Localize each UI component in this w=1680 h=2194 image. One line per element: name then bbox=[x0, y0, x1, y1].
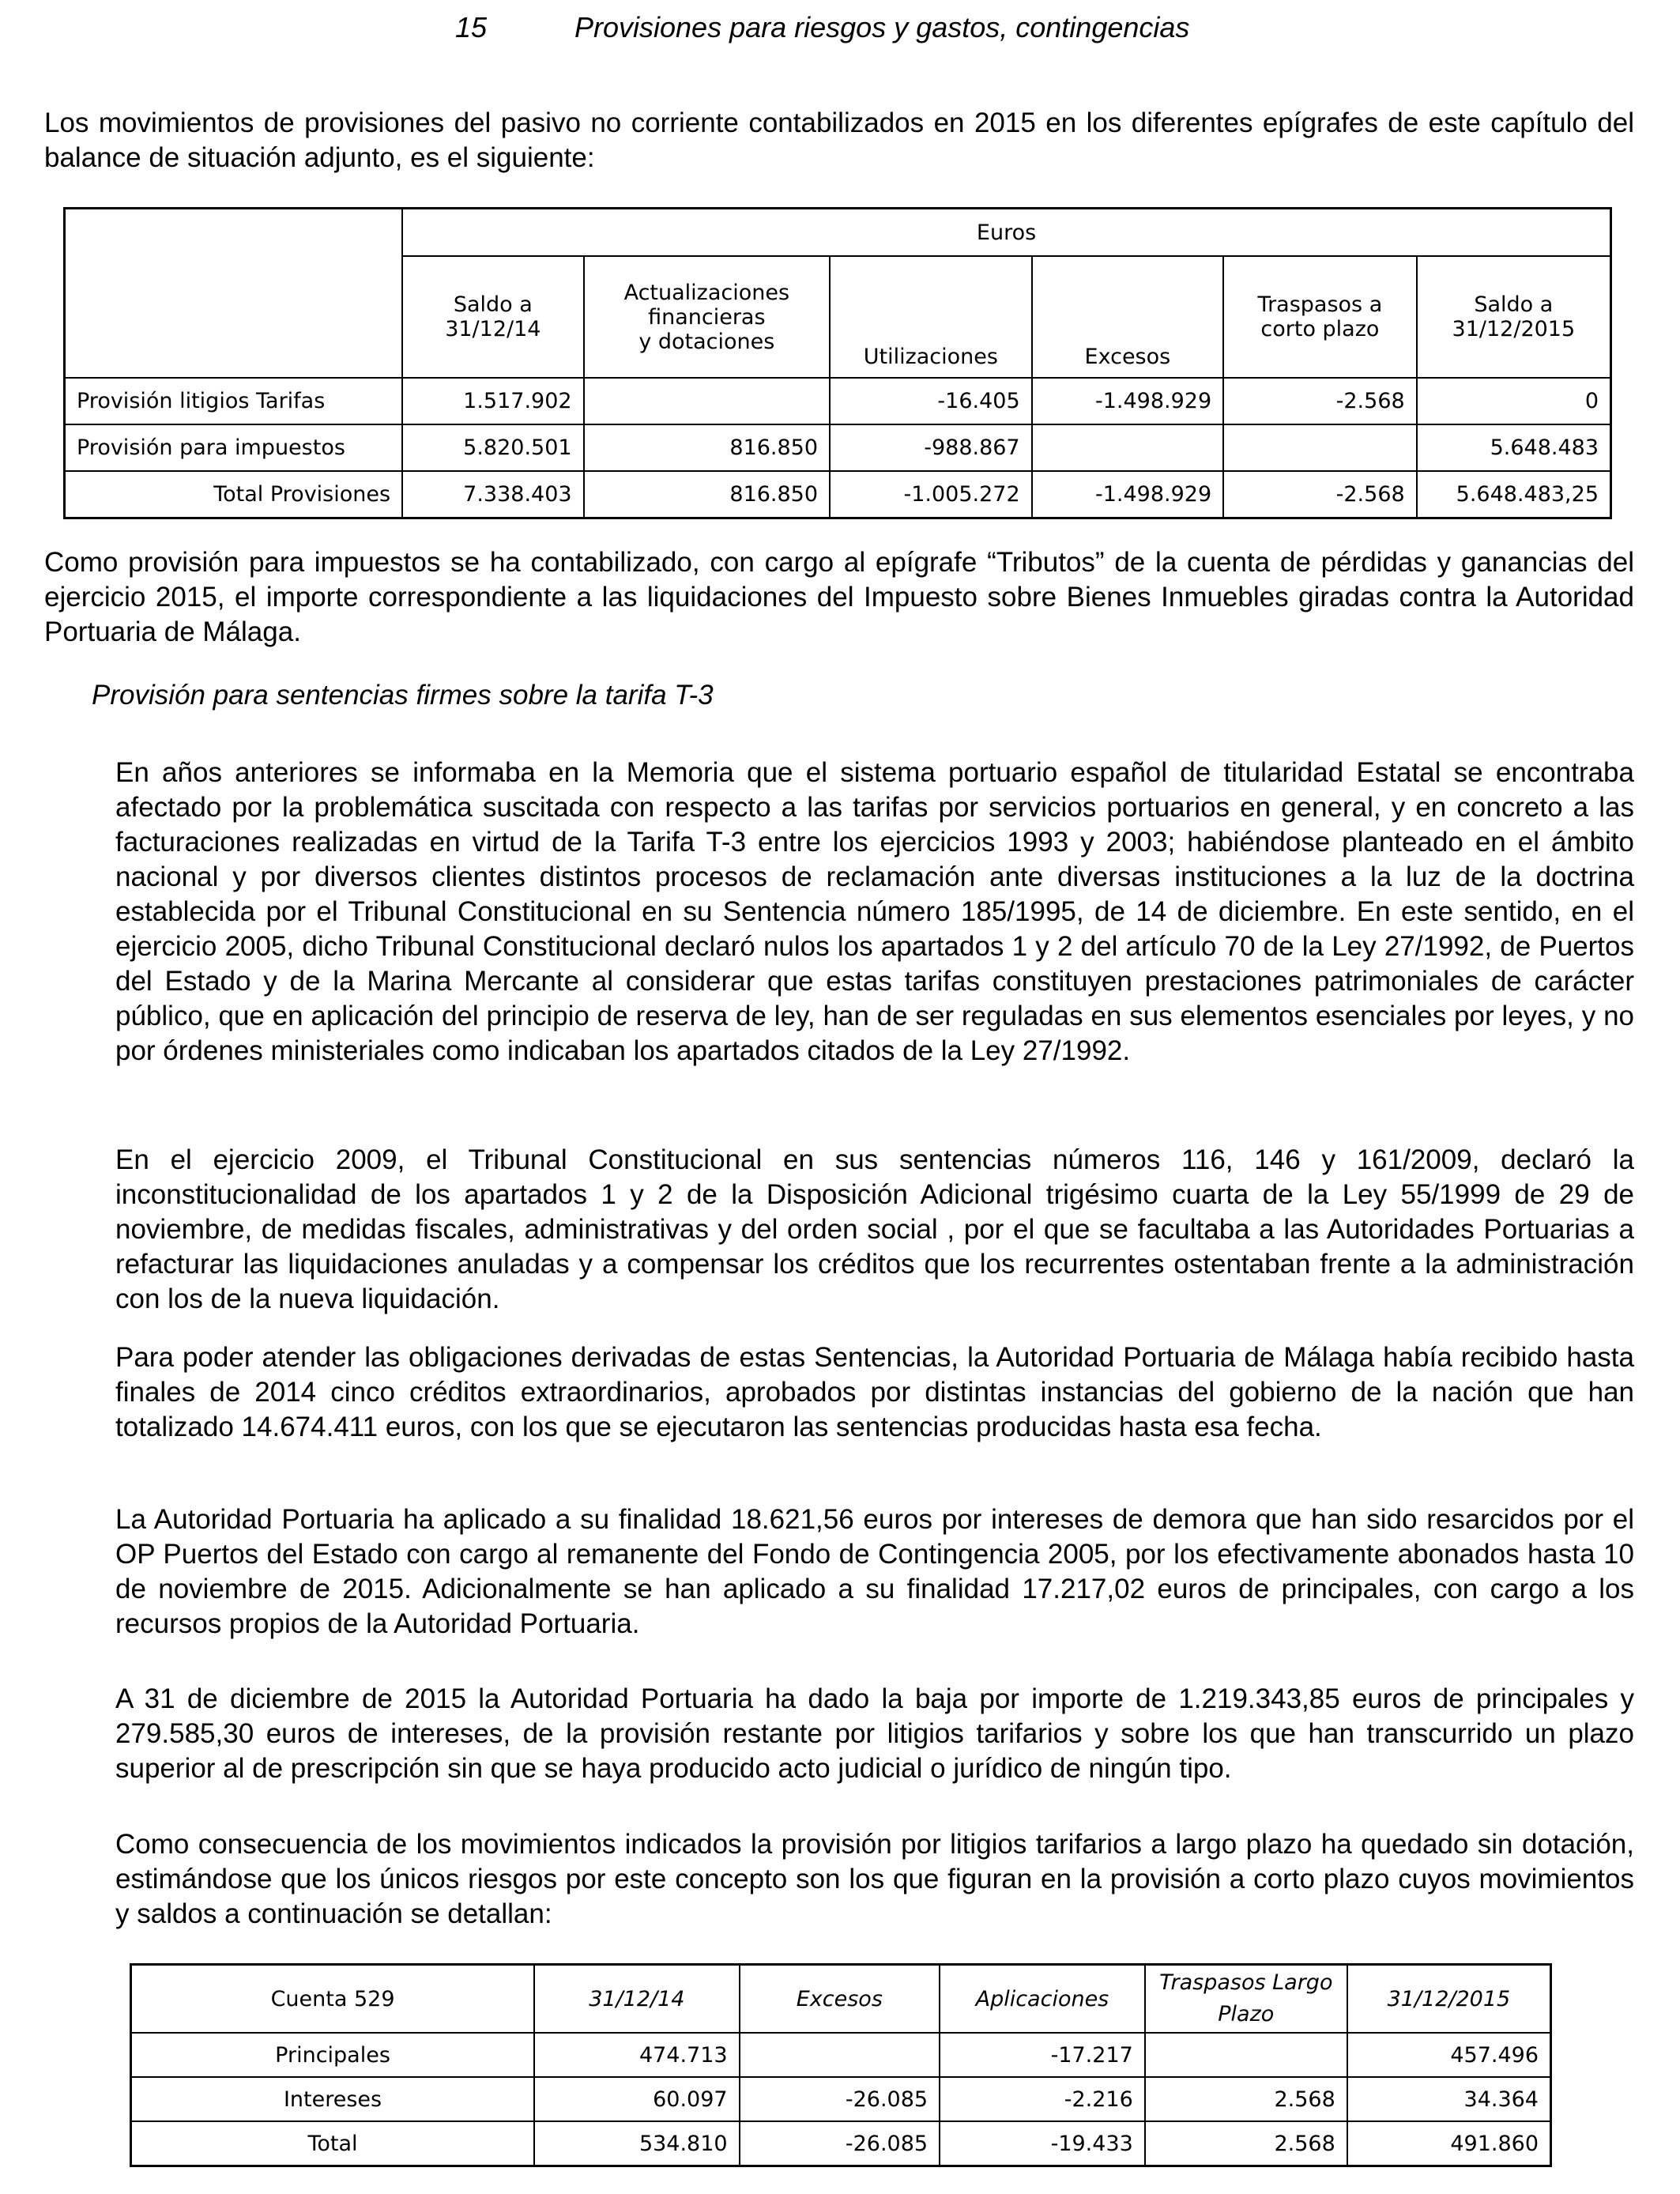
table-cell: 491.860 bbox=[1347, 2121, 1551, 2166]
table-cell: -1.005.272 bbox=[830, 471, 1032, 518]
table1-corner-cell-lower bbox=[65, 256, 403, 378]
page-header bbox=[0, 6, 1680, 54]
col-header-traspasos: Traspasos Largo Plazo bbox=[1145, 1965, 1347, 2034]
table-cell: 34.364 bbox=[1347, 2077, 1551, 2121]
col-header-saldo-final: Saldo a 31/12/2015 bbox=[1417, 256, 1611, 378]
row-label: Total Provisiones bbox=[65, 471, 403, 518]
table-cell: -26.085 bbox=[740, 2121, 940, 2166]
row-label: Provisión para impuestos bbox=[65, 424, 403, 471]
table-cell: -988.867 bbox=[830, 424, 1032, 471]
table-cell: 474.713 bbox=[534, 2033, 740, 2077]
col-header-actualizaciones: Actualizaciones financieras y dotaciones bbox=[584, 256, 830, 378]
table-cell: 1.517.902 bbox=[402, 378, 584, 424]
row-label: Total bbox=[131, 2121, 535, 2166]
body-paragraph: A 31 de diciembre de 2015 la Autoridad Portuaria ha dado la baja por importe de 1.219.343,85 euros de principales y 279.585,30 euros de intereses, de la provisión restante por litigios tarifarios y sobre los que han transcurrido un plazo superior al de prescripción sin que se haya producido acto judicial o jurídico de ningún tipo. bbox=[115, 1683, 1634, 1784]
body-paragraph: Como consecuencia de los movimientos indicados la provisión por litigios tarifarios a largo plazo ha quedado sin dotación, estimándose que los únicos riesgos por este concepto son los que figuran en la provisión a corto plazo cuyos movimientos y saldos a continuación se detallan: bbox=[115, 1829, 1634, 1929]
col-header-saldo-inicial: Saldo a 31/12/14 bbox=[402, 256, 584, 378]
currency-header: Euros bbox=[402, 209, 1610, 257]
table-cell: -16.405 bbox=[830, 378, 1032, 424]
short-term-provision-table bbox=[130, 1963, 1552, 2167]
table-cell bbox=[1032, 424, 1224, 471]
row-label: Provisión litigios Tarifas bbox=[65, 378, 403, 424]
intro-paragraph: Los movimientos de provisiones del pasivo no corriente contabilizados en 2015 en los diferentes epígrafes de este capítulo del balance de situación adjunto, es el siguiente: bbox=[44, 107, 1634, 173]
table-cell: 60.097 bbox=[534, 2077, 740, 2121]
table-row bbox=[131, 2033, 1551, 2077]
table-cell: 5.820.501 bbox=[402, 424, 584, 471]
tax-provision-paragraph: Como provisión para impuestos se ha contabilizado, con cargo al epígrafe “Tributos” de la cuenta de pérdidas y ganancias del ejercicio 2015, el importe correspondiente a las liquidaciones del Impuesto sobre Bienes Inmuebles giradas contra la Autoridad Portuaria de Málaga. bbox=[44, 547, 1634, 647]
body-paragraph: Para poder atender las obligaciones derivadas de estas Sentencias, la Autoridad Portuaria de Málaga había recibido hasta finales de 2014 cinco créditos extraordinarios, aprobados por distintas instancias del gobierno de la nación que han totalizado 14.674.411 euros, con los que se ejecutaron las sentencias producidas hasta esa fecha. bbox=[115, 1342, 1634, 1442]
table-row bbox=[65, 378, 1611, 424]
col-header-date-end: 31/12/2015 bbox=[1347, 1965, 1551, 2034]
body-paragraph: En el ejercicio 2009, el Tribunal Constitucional en sus sentencias números 116, 146 y 161/2009, declaró la inconstitucionalidad de los apartados 1 y 2 de la Disposición Adicional trigésimo cuarta de la Ley 55/1999 de 29 de noviembre, de medidas fiscales, administrativas y del orden social , por el que se facultaba a las Autoridades Portuarias a refacturar las liquidaciones anuladas y a compensar los créditos que los recurrentes ostentaban frente a la administración con los de la nueva liquidación. bbox=[115, 1144, 1634, 1314]
table-cell: -17.217 bbox=[940, 2033, 1145, 2077]
section-number: 15 bbox=[455, 11, 488, 43]
body-paragraph: En años anteriores se informaba en la Memoria que el sistema portuario español de titularidad Estatal se encontraba afectado por la problemática suscitada con respecto a las tarifas por servicios portuarios en general, y en concreto a las facturaciones realizadas en virtud de la Tarifa T-3 entre los ejercicios 1993 y 2003; habiéndose planteado en el ámbito nacional y por diversos clientes distintos procesos de reclamación ante diversas instituciones a la luz de la doctrina establecida por el Tribunal Constitucional en su Sentencia número 185/1995, de 14 de diciembre. En este sentido, en el ejercicio 2005, dicho Tribunal Constitucional declaró nulos los apartados 1 y 2 del artículo 70 de la Ley 27/1992, de Puertos del Estado y de la Marina Mercante al considerar que estas tarifas constituyen prestaciones patrimoniales de carácter público, que en aplicación del principio de reserva de ley, han de ser reguladas en sus elementos esenciales por leyes, y no por órdenes ministeriales como indicaban los apartados citados de la Ley 27/1992. bbox=[115, 757, 1634, 1066]
table-cell: 2.568 bbox=[1145, 2121, 1347, 2166]
table-cell: 5.648.483,25 bbox=[1417, 471, 1611, 518]
col-header-cuenta: Cuenta 529 bbox=[131, 1965, 535, 2034]
table-cell: 2.568 bbox=[1145, 2077, 1347, 2121]
table-cell: 5.648.483 bbox=[1417, 424, 1611, 471]
table-cell: -2.568 bbox=[1223, 471, 1417, 518]
table-cell: 534.810 bbox=[534, 2121, 740, 2166]
body-paragraph: La Autoridad Portuaria ha aplicado a su finalidad 18.621,56 euros por intereses de demora que han sido resarcidos por el OP Puertos del Estado con cargo al remanente del Fondo de Contingencia 2005, por los efectivamente abonados hasta 10 de noviembre de 2015. Adicionalmente se han aplicado a su finalidad 17.217,02 euros de principales, con cargo a los recursos propios de la Autoridad Portuaria. bbox=[115, 1504, 1634, 1639]
table-cell: -2.216 bbox=[940, 2077, 1145, 2121]
col-header-traspasos: Traspasos a corto plazo bbox=[1223, 256, 1417, 378]
table-cell: -2.568 bbox=[1223, 378, 1417, 424]
table-cell: -1.498.929 bbox=[1032, 378, 1224, 424]
table-row-total bbox=[131, 2121, 1551, 2166]
row-label: Intereses bbox=[131, 2077, 535, 2121]
table-cell: 0 bbox=[1417, 378, 1611, 424]
section-title: Provisiones para riesgos y gastos, contingencias bbox=[574, 11, 1190, 43]
subheading: Provisión para sentencias firmes sobre la tarifa T-3 bbox=[92, 680, 714, 711]
table1-corner-cell bbox=[65, 209, 403, 257]
table-cell bbox=[584, 378, 830, 424]
col-header-date-start: 31/12/14 bbox=[534, 1965, 740, 2034]
table-cell: -26.085 bbox=[740, 2077, 940, 2121]
table-row bbox=[131, 2077, 1551, 2121]
table-row-total bbox=[65, 471, 1611, 518]
col-header-excesos: Excesos bbox=[1032, 256, 1224, 378]
table-cell: 457.496 bbox=[1347, 2033, 1551, 2077]
table-cell: -19.433 bbox=[940, 2121, 1145, 2166]
col-header-excesos: Excesos bbox=[740, 1965, 940, 2034]
table-cell bbox=[1145, 2033, 1347, 2077]
table-row bbox=[65, 424, 1611, 471]
table-cell: -1.498.929 bbox=[1032, 471, 1224, 518]
table-cell bbox=[1223, 424, 1417, 471]
provisions-table bbox=[63, 207, 1612, 519]
col-header-utilizaciones: Utilizaciones bbox=[830, 256, 1032, 378]
table-cell: 816.850 bbox=[584, 424, 830, 471]
table-cell: 816.850 bbox=[584, 471, 830, 518]
row-label: Principales bbox=[131, 2033, 535, 2077]
table-cell bbox=[740, 2033, 940, 2077]
col-header-aplicaciones: Aplicaciones bbox=[940, 1965, 1145, 2034]
table-cell: 7.338.403 bbox=[402, 471, 584, 518]
